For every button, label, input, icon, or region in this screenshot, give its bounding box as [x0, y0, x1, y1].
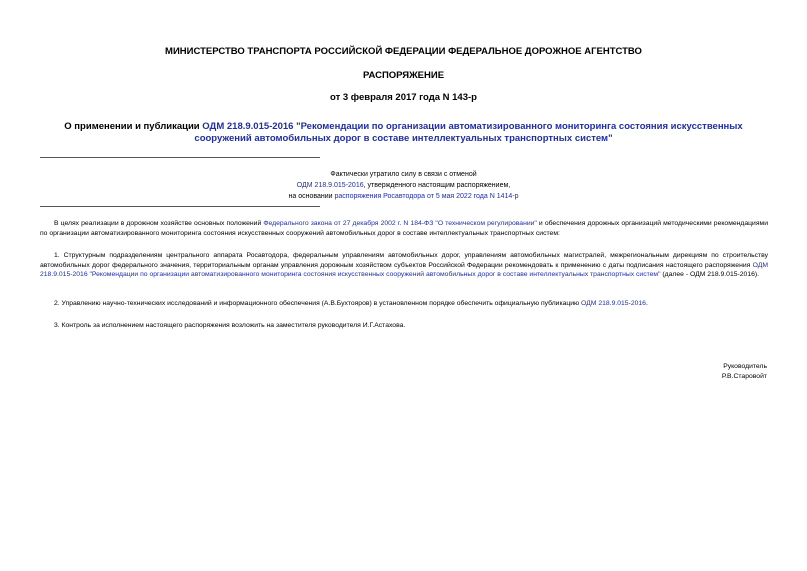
title-prefix: О применении и публикации [64, 121, 203, 132]
repeal-line-3: на основании распоряжения Росавтодора от 5 мая 2022 года N 1414-р [288, 193, 519, 200]
repeal-note [0, 169, 807, 202]
clause-1-odm-link[interactable]: ОДМ 218.9.015-2016 "Рекомендации по организации автоматизированного мониторинга состояния искусственных сооружений автомобильных дорог в составе интеллектуальных транспортных систем" [40, 261, 768, 279]
repeal-odm-link[interactable]: ОДМ 218.9.015-2016 [296, 182, 364, 189]
clause-2-odm-link[interactable]: ОДМ 218.9.015-2016 [581, 300, 646, 307]
federal-law-link[interactable]: Федерального закона от 27 декабря 2002 г. N 184-ФЗ "О техническом регулировании" [263, 220, 537, 227]
signature-block [722, 362, 767, 382]
divider-top [40, 157, 320, 158]
document-type: РАСПОРЯЖЕНИЕ [362, 70, 445, 81]
divider-bottom [40, 206, 320, 207]
clause-2: 2. Управлению научно-технических исследований и информационного обеспечения (А.В.Бухтояров) в установленном порядке обеспечить официальную публикацию ОДМ 218.9.015-2016. [54, 300, 648, 307]
document-title [40, 121, 767, 145]
document-date: от 3 февраля 2017 года N 143-р [330, 92, 477, 103]
preamble-paragraph: В целях реализации в дорожном хозяйстве основных положений Федерального закона от 27 декабря 2002 г. N 184-ФЗ "О техническом регулировании" и обеспечения дорожных организаций методическими рекомендациями по организации автоматизированного мониторинга состояния искусственных сооружений автомобильных дорог в составе интеллектуальных транспортных систем: [40, 220, 768, 237]
repeal-line-2: ОДМ 218.9.015-2016, утвержденного настоящим распоряжением, [296, 182, 511, 189]
signatory-role: Руководитель [723, 363, 767, 370]
signatory-name: Р.В.Старовойт [721, 373, 767, 380]
repeal-line-1: Фактически утратило силу в связи с отменой [330, 171, 477, 178]
repeal-order-link[interactable]: распоряжения Росавтодора от 5 мая 2022 года N 1414-р [334, 193, 519, 200]
clause-3: 3. Контроль за исполнением настоящего распоряжения возложить на заместителя руководителя И.Г.Астахова. [54, 322, 406, 329]
issuer-heading: МИНИСТЕРСТВО ТРАНСПОРТА РОССИЙСКОЙ ФЕДЕРАЦИИ ФЕДЕРАЛЬНОЕ ДОРОЖНОЕ АГЕНТСТВО [165, 46, 642, 57]
clause-1: 1. Структурным подразделениям центрального аппарата Росавтодора, федеральным управлениям автомобильных дорог, управлениям автомобильных магистралей, межрегиональным дирекциям по строительству автомобильных дорог федерального значения, территориальным органам управления дорожным хозяйством субъектов Российской Федерации рекомендовать к применению с даты подписания настоящего распоряжения ОДМ 218.9.015-2016 "Рекомендации по организации автоматизированного мониторинга состояния искусственных сооружений автомобильных дорог в составе интеллектуальных транспортных систем" (далее - ОДМ 218.9.015-2016). [40, 252, 768, 279]
title-odm-link[interactable]: ОДМ 218.9.015-2016 "Рекомендации по организации автоматизированного мониторинга состояния искусственных сооружений автомобильных дорог в составе интеллектуальных транспортных систем" [194, 121, 743, 144]
